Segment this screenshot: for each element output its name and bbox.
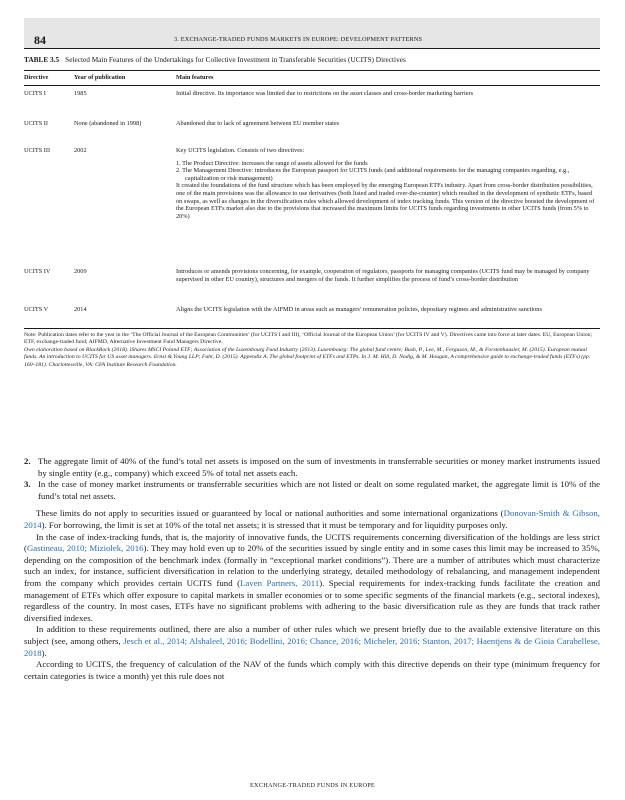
column-header-directive: Directive [24, 74, 49, 81]
cell-year: 2002 [74, 147, 87, 154]
text: In addition to these requirements outlined, there are also a number of other rules which we present briefly due to the available extensive literature on this subject (see, among others, [24, 624, 600, 646]
paragraph: According to UCITS, the frequency of calculation of the NAV of the funds which comply with this directive depends on their type (minimum frequency for certain categories is twice a month) yet this rule does not [24, 659, 600, 681]
cell-year: None (abandoned in 1998) [74, 120, 142, 127]
cell-features: Abandoned due to lack of agreement between EU member states [176, 120, 340, 127]
table-header-row [24, 70, 600, 86]
body-text [24, 456, 600, 682]
cell-directive: UCITS III [24, 147, 51, 154]
ucits-table [24, 70, 600, 313]
header-rule [24, 48, 600, 49]
table-notes [24, 332, 600, 369]
source-text: Own elaboration based on BlackRock (2018). iShares MSCI Poland ETF; Association of the Luxembourg Fund Industry (2013). Luxembourg: The global fund centre; Bush, P., Lee, M., Ferguson, M., & Forstenhausler, M. (2015). European mutual funds. An introduction to UCITS for US asset managers. Ernst & Young LLP; Fuhr, D. (2015). Appendix A. The global footprint of ETFs and ETPs. In J. M. Hill, D. Nadig, & M. Hougan, A comprehensive guide to exchange-traded funds (ETFs) (pp. 160–181). Charlottesville, VA: CFA Institute Research Foundation. [24, 346, 591, 368]
cell-features: Aligns the UCITS legislation with the AIFMD in areas such as managers’ remuneration policies, depositary regimes and administrative sanctions [176, 306, 542, 313]
table-bottom-rule [24, 328, 600, 329]
header-band [24, 18, 600, 48]
text: In the case of index-tracking funds, that is, the majority of innovative funds, the UCITS requirements concerning diversification of the holdings are less strict ( [24, 531, 600, 554]
text: ). [41, 647, 47, 658]
cell-directive: UCITS V [24, 306, 49, 313]
citation-link[interactable]: Donovan-Smith & Gibson, 2014 [24, 508, 600, 530]
features-intro: Key UCITS legislation. Consists of two directives: [176, 147, 305, 154]
table-title: Selected Main Features of the Undertakings for Collective Investment in Transferable Securities (UCITS) Directives [65, 55, 406, 64]
list-item [24, 456, 600, 479]
cell-directive: UCITS I [24, 90, 46, 97]
citation-link[interactable]: Laven Partners, 2011 [240, 577, 320, 588]
cell-features: Initial directive. Its importance was limited due to restrictions on the asset classes and cross-border marketing barriers [176, 90, 474, 97]
citation-link[interactable]: Jesch et al., 2014; Alshaleel, 2016; Bodellini, 2016; Chance, 2016; Micheler, 2016; Stanton, 2017; Haentjens & de Gioia Carabellese, 2018 [24, 635, 600, 658]
paragraph [24, 532, 600, 625]
text: ). They may hold even up to 20% of the securities issued by single entity and in some cases this limit may be increased to 35%, depending on the composition of the benchmark index (formally in “exceptional market conditions”). There are a number of attributes which must characterize such an index, for instance, sufficient diversification in relation to the underlying strategy, detailed methodology of rebalancing, and management independent from the company which provides certain UCITS fund ( [24, 543, 601, 588]
cell-year: 2009 [74, 268, 87, 275]
cell-year: 2014 [74, 306, 87, 313]
column-header-features: Main features [176, 74, 214, 81]
citation-link[interactable]: Gastineau, 2010; Miziołek, 2016 [26, 543, 144, 554]
list-item: 1. The Product Directive: increases the range of assets allowed for the funds [176, 159, 368, 167]
table-label: TABLE 3.5 [24, 55, 60, 64]
item-number: 2. [24, 456, 31, 466]
item-number: 3. [24, 479, 31, 490]
cell-features [176, 147, 600, 220]
text: ). For borrowing, the limit is set at 10% of the total net assets; it is stressed that it must be temporary and for liquidity purposes only. [41, 519, 508, 530]
cell-directive: UCITS II [24, 120, 48, 127]
features-text: It created the foundations of the fund structure which has been employed by the emerging European ETFs industry. Apart from cross-border distribution possibilities, one of the main provisions was the allowance to use derivatives (both listed and traded over-the-counter) which resulted in the development of synthetic ETFs, based on swaps, as well as changes in the diversification rules which allowed development of index tracking funds. This version of the directive boosted the development of the European ETFs market also due to the provisions that increased the maximum limits for UCITS funds regarding investments in other UCITS funds (from 5% to 20%) [176, 182, 595, 220]
table-caption [24, 55, 406, 64]
item-text: The aggregate limit of 40% of the fund’s total net assets is imposed on the sum of investments in transferrable securities or money market instruments issued by single entity (e.g., company) which exceed 5% of total net assets each. [38, 456, 600, 478]
table-note: Note: Publication dates refer to the year in the ‘The Official Journal of the European Communities’ (for UCITS I and III), ‘Official Journal of the European Union’ (for UCITS IV and V). Directives came into force at later dates. EU, European Union; ETF, exchange-traded fund; AIFMD, Alternative Investment Fund Managers Directive. [24, 332, 593, 346]
running-head: 3. EXCHANGE-TRADED FUNDS MARKETS IN EUROPE: DEVELOPMENT PATTERNS [174, 36, 423, 43]
cell-year: 1985 [74, 90, 87, 97]
page-number: 84 [34, 33, 46, 47]
column-header-year: Year of publication [74, 74, 126, 81]
list-item: 2. The Management Directive: introduces the European passport for UCITS funds (and additional requirements for the managing companies regarding, e.g., capitalization or risk management) [176, 167, 570, 182]
item-text: In the case of money market instruments or transferrable securities which are not listed or dealt on some regulated market, the aggregate limit is 10% of the fund’s total net assets. [38, 479, 600, 501]
list-item [24, 479, 600, 502]
paragraph [24, 624, 600, 659]
table-source [24, 347, 600, 369]
cell-directive: UCITS IV [24, 268, 51, 275]
cell-features: Introduces or amends provisions concerning, for example, cooperation of regulators, passports for managing companies (UCITS fund may be managed by company supervised in other EU country), structures and mergers of the funds. It further simplifies the process of fund’s cross-border distribution [176, 268, 590, 283]
paragraph [24, 508, 600, 531]
footer: EXCHANGE-TRADED FUNDS IN EUROPE [250, 782, 375, 789]
text: ). Special requirements for index-tracking funds facilitate the creation and management of ETFs which offer exposure to capital markets in smaller economies or to some specific segments of the financial markets (e.g., sectoral indexes), regardless of the country. In most cases, ETFs have no significant problems with adhering to the basic diversification rule as they are funds that track rather diversified indexes. [24, 577, 600, 623]
text: These limits do not apply to securities issued or guaranteed by local or national authorities and some international organizations ( [36, 508, 504, 519]
directive-list [176, 160, 600, 183]
